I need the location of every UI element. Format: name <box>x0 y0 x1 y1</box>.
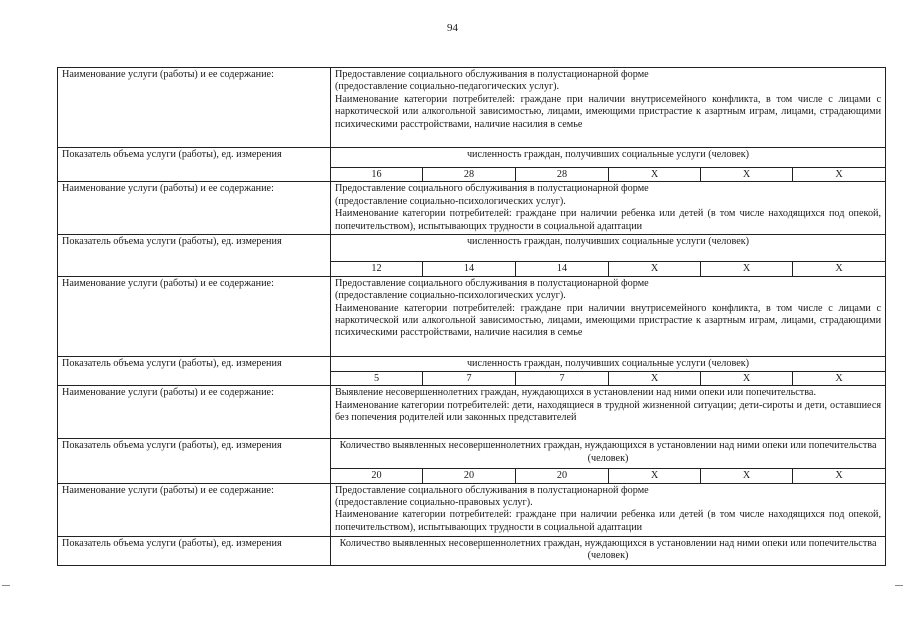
value-cell: Х <box>701 168 793 182</box>
service-name-label: Наименование услуги (работы) и ее содержание: <box>58 182 331 235</box>
service-content-line: Предоставление социального обслуживания в полустационарной форме <box>335 69 649 80</box>
measure-row <box>58 536 886 565</box>
service-row <box>58 182 886 235</box>
service-content-line: (предоставление социально-психологических услуг). <box>335 195 566 207</box>
service-content-line: (предоставление социально-психологических услуг). <box>335 290 566 302</box>
service-content-line: Наименование категории потребителей: граждане при наличии ребенка или детей (в том числе находящихся под опекой, попечительством), испытывающих трудности в социальной адаптации <box>335 208 882 232</box>
value-cell: Х <box>793 469 886 483</box>
measure-unit: численность граждан, получивших социальные услуги (человек) <box>331 235 886 262</box>
measure-row <box>58 235 886 262</box>
value-cell: Х <box>609 469 701 483</box>
value-cell: 5 <box>331 371 423 385</box>
service-name-label: Наименование услуги (работы) и ее содержание: <box>58 276 331 356</box>
service-content-line: Выявление несовершеннолетних граждан, нуждающихся в установлении над ними опеки или попечительства. <box>335 387 816 399</box>
value-cell: 14 <box>423 262 516 276</box>
service-content-line: Наименование категории потребителей: граждане при наличии внутрисемейного конфликта, в том числе с лицами с наркотической или алкогольной зависимостью, лицами, имеющими пристрастие к азартным играм, лицами, страдающими психическими расстройствами, наличие насилия в семье <box>335 302 882 339</box>
service-name-label: Наименование услуги (работы) и ее содержание: <box>58 483 331 536</box>
service-name-label: Наименование услуги (работы) и ее содержание: <box>58 68 331 148</box>
value-cell: 28 <box>516 168 609 182</box>
service-row <box>58 483 886 536</box>
measure-row <box>58 356 886 371</box>
measure-unit: численность граждан, получивших социальные услуги (человек) <box>331 356 886 371</box>
value-cell: Х <box>701 262 793 276</box>
measure-row <box>58 148 886 168</box>
service-row <box>58 68 886 148</box>
service-row <box>58 386 886 439</box>
service-content <box>331 483 886 536</box>
service-name-label: Наименование услуги (работы) и ее содержание: <box>58 386 331 439</box>
value-cell: Х <box>701 469 793 483</box>
service-content-line: Предоставление социального обслуживания в полустационарной форме <box>335 484 649 496</box>
service-content-line: (предоставление социально-педагогических услуг). <box>335 81 560 93</box>
value-cell: 16 <box>331 168 423 182</box>
value-cell: 20 <box>516 469 609 483</box>
value-cell: 14 <box>516 262 609 276</box>
scan-edge-mark-right <box>895 585 903 586</box>
page-number: 94 <box>447 22 458 34</box>
service-volume-table <box>57 67 886 566</box>
measure-unit: численность граждан, получивших социальные услуги (человек) <box>331 148 886 168</box>
measure-unit: Количество выявленных несовершеннолетних граждан, нуждающихся в установлении над ними опеки или попечительства (человек) <box>331 439 886 469</box>
service-content-line: Наименование категории потребителей: дети, находящиеся в трудной жизненной ситуации; дети-сироты и дети, оставшиеся без попечения родителей или законных представителей <box>335 399 882 424</box>
measure-row <box>58 439 886 469</box>
service-content-line: Наименование категории потребителей: граждане при наличии внутрисемейного конфликта, в том числе с лицами с наркотической или алкогольной зависимостью, лицами, имеющими пристрастие к азартным играм, лицами, страдающими психическими расстройствами, наличие насилия в семье <box>335 93 882 130</box>
measure-unit: Количество выявленных несовершеннолетних граждан, нуждающихся в установлении над ними опеки или попечительства (человек) <box>331 536 886 565</box>
service-content-line: (предоставление социально-правовых услуг). <box>335 497 533 509</box>
value-cell: 7 <box>423 371 516 385</box>
value-cell: Х <box>793 168 886 182</box>
service-content-line: Предоставление социального обслуживания в полустационарной форме <box>335 277 649 289</box>
service-content <box>331 386 886 439</box>
value-cell: Х <box>609 168 701 182</box>
value-cell: Х <box>701 371 793 385</box>
service-content <box>331 182 886 235</box>
value-cell: Х <box>793 262 886 276</box>
value-cell: 12 <box>331 262 423 276</box>
volume-indicator-label: Показатель объема услуги (работы), ед. измерения <box>58 235 331 276</box>
service-content-line: Наименование категории потребителей: граждане при наличии ребенка или детей (в том числе находящихся под опекой, попечительством), испытывающих трудности в социальной адаптации <box>335 509 882 533</box>
volume-indicator-label: Показатель объема услуги (работы), ед. измерения <box>58 439 331 483</box>
volume-indicator-label: Показатель объема услуги (работы), ед. измерения <box>58 148 331 182</box>
volume-indicator-label: Показатель объема услуги (работы), ед. измерения <box>58 356 331 385</box>
value-cell: Х <box>609 262 701 276</box>
scan-edge-mark-left <box>2 585 10 586</box>
volume-indicator-label: Показатель объема услуги (работы), ед. измерения <box>58 536 331 565</box>
service-content <box>331 68 886 148</box>
value-cell: Х <box>793 371 886 385</box>
value-cell: Х <box>609 371 701 385</box>
value-cell: 7 <box>516 371 609 385</box>
value-cell: 28 <box>423 168 516 182</box>
service-row <box>58 276 886 356</box>
service-content-line: Предоставление социального обслуживания в полустационарной форме <box>335 183 649 195</box>
service-content <box>331 276 886 356</box>
value-cell: 20 <box>331 469 423 483</box>
value-cell: 20 <box>423 469 516 483</box>
